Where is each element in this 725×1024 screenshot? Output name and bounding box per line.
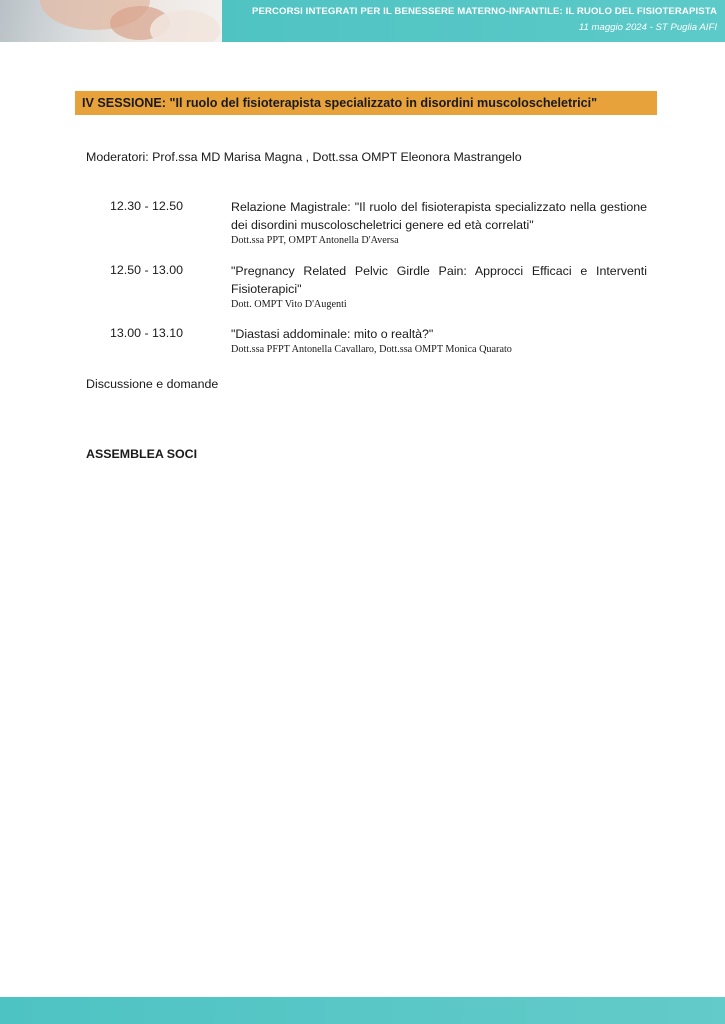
discussion: Discussione e domande — [86, 377, 219, 391]
program-speaker: Dott.ssa PPT, OMPT Antonella D'Aversa — [231, 235, 399, 246]
header-band — [222, 0, 725, 42]
program-title: "Diastasi addominale: mito o realtà?" — [231, 327, 434, 341]
program-speaker: Dott.ssa PFPT Antonella Cavallaro, Dott.ssa OMPT Monica Quarato — [231, 344, 512, 355]
header-photo — [0, 0, 222, 42]
program-speaker: Dott. OMPT Vito D'Augenti — [231, 299, 347, 310]
program-time: 12.50 - 13.00 — [110, 263, 184, 277]
program-title: Relazione Magistrale: "Il ruolo del fisioterapista specializzato nella gestione dei disordini muscoloscheletrici genere ed età correlati" — [231, 200, 647, 232]
program-time: 12.30 - 12.50 — [110, 199, 184, 213]
header-subtitle: 11 maggio 2024 - ST Puglia AIFI — [578, 22, 717, 33]
moderators: Moderatori: Prof.ssa MD Marisa Magna , Dott.ssa OMPT Eleonora Mastrangelo — [86, 150, 522, 164]
program-item — [231, 325, 647, 356]
program-time: 13.00 - 13.10 — [110, 326, 184, 340]
page-header — [0, 0, 725, 42]
photo-shape — [150, 10, 220, 42]
session-bar — [75, 91, 657, 115]
program-item — [231, 198, 647, 247]
assembly-heading: ASSEMBLEA SOCI — [86, 447, 198, 461]
session-title: IV SESSIONE: "Il ruolo del fisioterapista specializzato in disordini muscoloscheletrici" — [82, 96, 598, 110]
program-title: "Pregnancy Related Pelvic Girdle Pain: Approcci Efficaci e Interventi Fisioterapici" — [231, 264, 647, 296]
header-title: PERCORSI INTEGRATI PER IL BENESSERE MATERNO-INFANTILE: IL RUOLO DEL FISIOTERAPISTA — [252, 6, 717, 17]
footer-band — [0, 997, 725, 1024]
program-item — [231, 262, 647, 311]
